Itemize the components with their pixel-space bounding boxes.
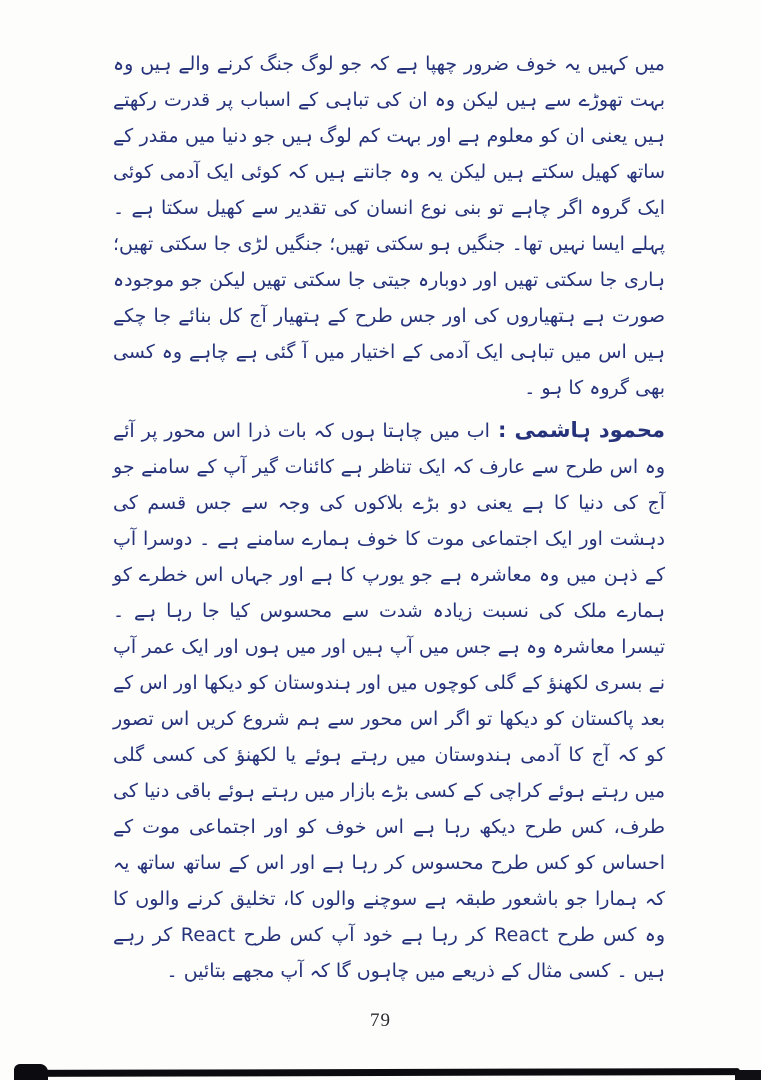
- paragraph-text: اب میں چاہتا ہوں کہ بات ذرا اس محور پر آئے وہ اس طرح سے عارف کہ ایک تناظر ہے کائنات گیر آپ کے سامنے جو آج کی دنیا کا ہے یعنی دو بڑے بلاکوں کی وجہ سے جس قسم کی دہشت اور ایک اجتماعی موت کا خوف ہمارے سامنے ہے ۔ دوسرا آپ کے ذہن میں وہ معاشرہ ہے جو یورپ کا ہے اور جہاں اس خطرے کو ہمارے ملک کی نسبت زیادہ شدت سے محسوس کیا جا رہا ہے ۔ تیسرا معاشرہ وہ ہے جس میں آپ ہیں اور میں ہوں اور ایک عمر آپ نے بسری لکھنؤ کے گلی کوچوں میں اور ہندوستان کو دیکھا اور اس کے بعد پاکستان کو دیکھا تو اگر اس محور سے ہم شروع کریں اس تصور کو کہ آج کا آدمی ہندوستان میں رہتے ہوئے یا لکھنؤ کی کسی گلی میں رہتے ہوئے کراچی کے کسی بڑے بازار میں رہتے ہوئے باقی دنیا کی طرف، کس طرح دیکھ رہا ہے اس خوف کو اور اجتماعی موت کے احساس کو کس طرح محسوس کر رہا ہے اور اس کے ساتھ ساتھ یہ کہ ہمارا جو باشعور طبقہ ہے سوچنے والوں کا، تخلیق کرنے والوں کا وہ کس طرح React کر رہا ہے خود آپ کس طرح React کر رہے ہیں ۔ کسی مثال کے ذریعے میں چاہوں گا کہ آپ مجھے بتائیں ۔: [113, 420, 666, 982]
- page-number: 79: [370, 1010, 391, 1031]
- body-text: [113, 46, 665, 995]
- paragraph-continued: [113, 46, 665, 406]
- scan-corner-artifact-right: [735, 1070, 761, 1080]
- speaker-name: محمود ہاشمی :: [497, 418, 665, 442]
- scan-corner-artifact: [14, 1064, 48, 1080]
- scan-edge-artifact: [22, 1068, 740, 1077]
- paragraph-interview-answer: [113, 412, 665, 989]
- paragraph-text: میں کہیں یہ خوف ضرور چھپا ہے کہ جو لوگ جنگ کرنے والے ہیں وہ بہت تھوڑے سے ہیں لیکن وہ ان کی تباہی کے اسباب پر قدرت رکھتے ہیں یعنی ان کو معلوم ہے اور بہت کم لوگ ہیں جو دنیا میں مقدر کے ساتھ کھیل سکتے ہیں لیکن یہ وہ جانتے ہیں کہ کوئی ایک آدمی کوئی ایک گروہ اگر چاہے تو بنی نوع انسان کی تقدیر سے کھیل سکتا ہے ۔ پہلے ایسا نہیں تھا۔ جنگیں ہو سکتی تھیں؛ جنگیں لڑی جا سکتی تھیں؛ ہاری جا سکتی تھیں اور دوبارہ جیتی جا سکتی تھیں لیکن جو موجودہ صورت ہے ہتھیاروں کی اور جس طرح کے ہتھیار آج کل بنائے جا چکے ہیں اس میں تباہی ایک آدمی کے اختیار میں آ گئی ہے چاہے وہ کسی بھی گروہ کا ہو ۔: [113, 53, 665, 399]
